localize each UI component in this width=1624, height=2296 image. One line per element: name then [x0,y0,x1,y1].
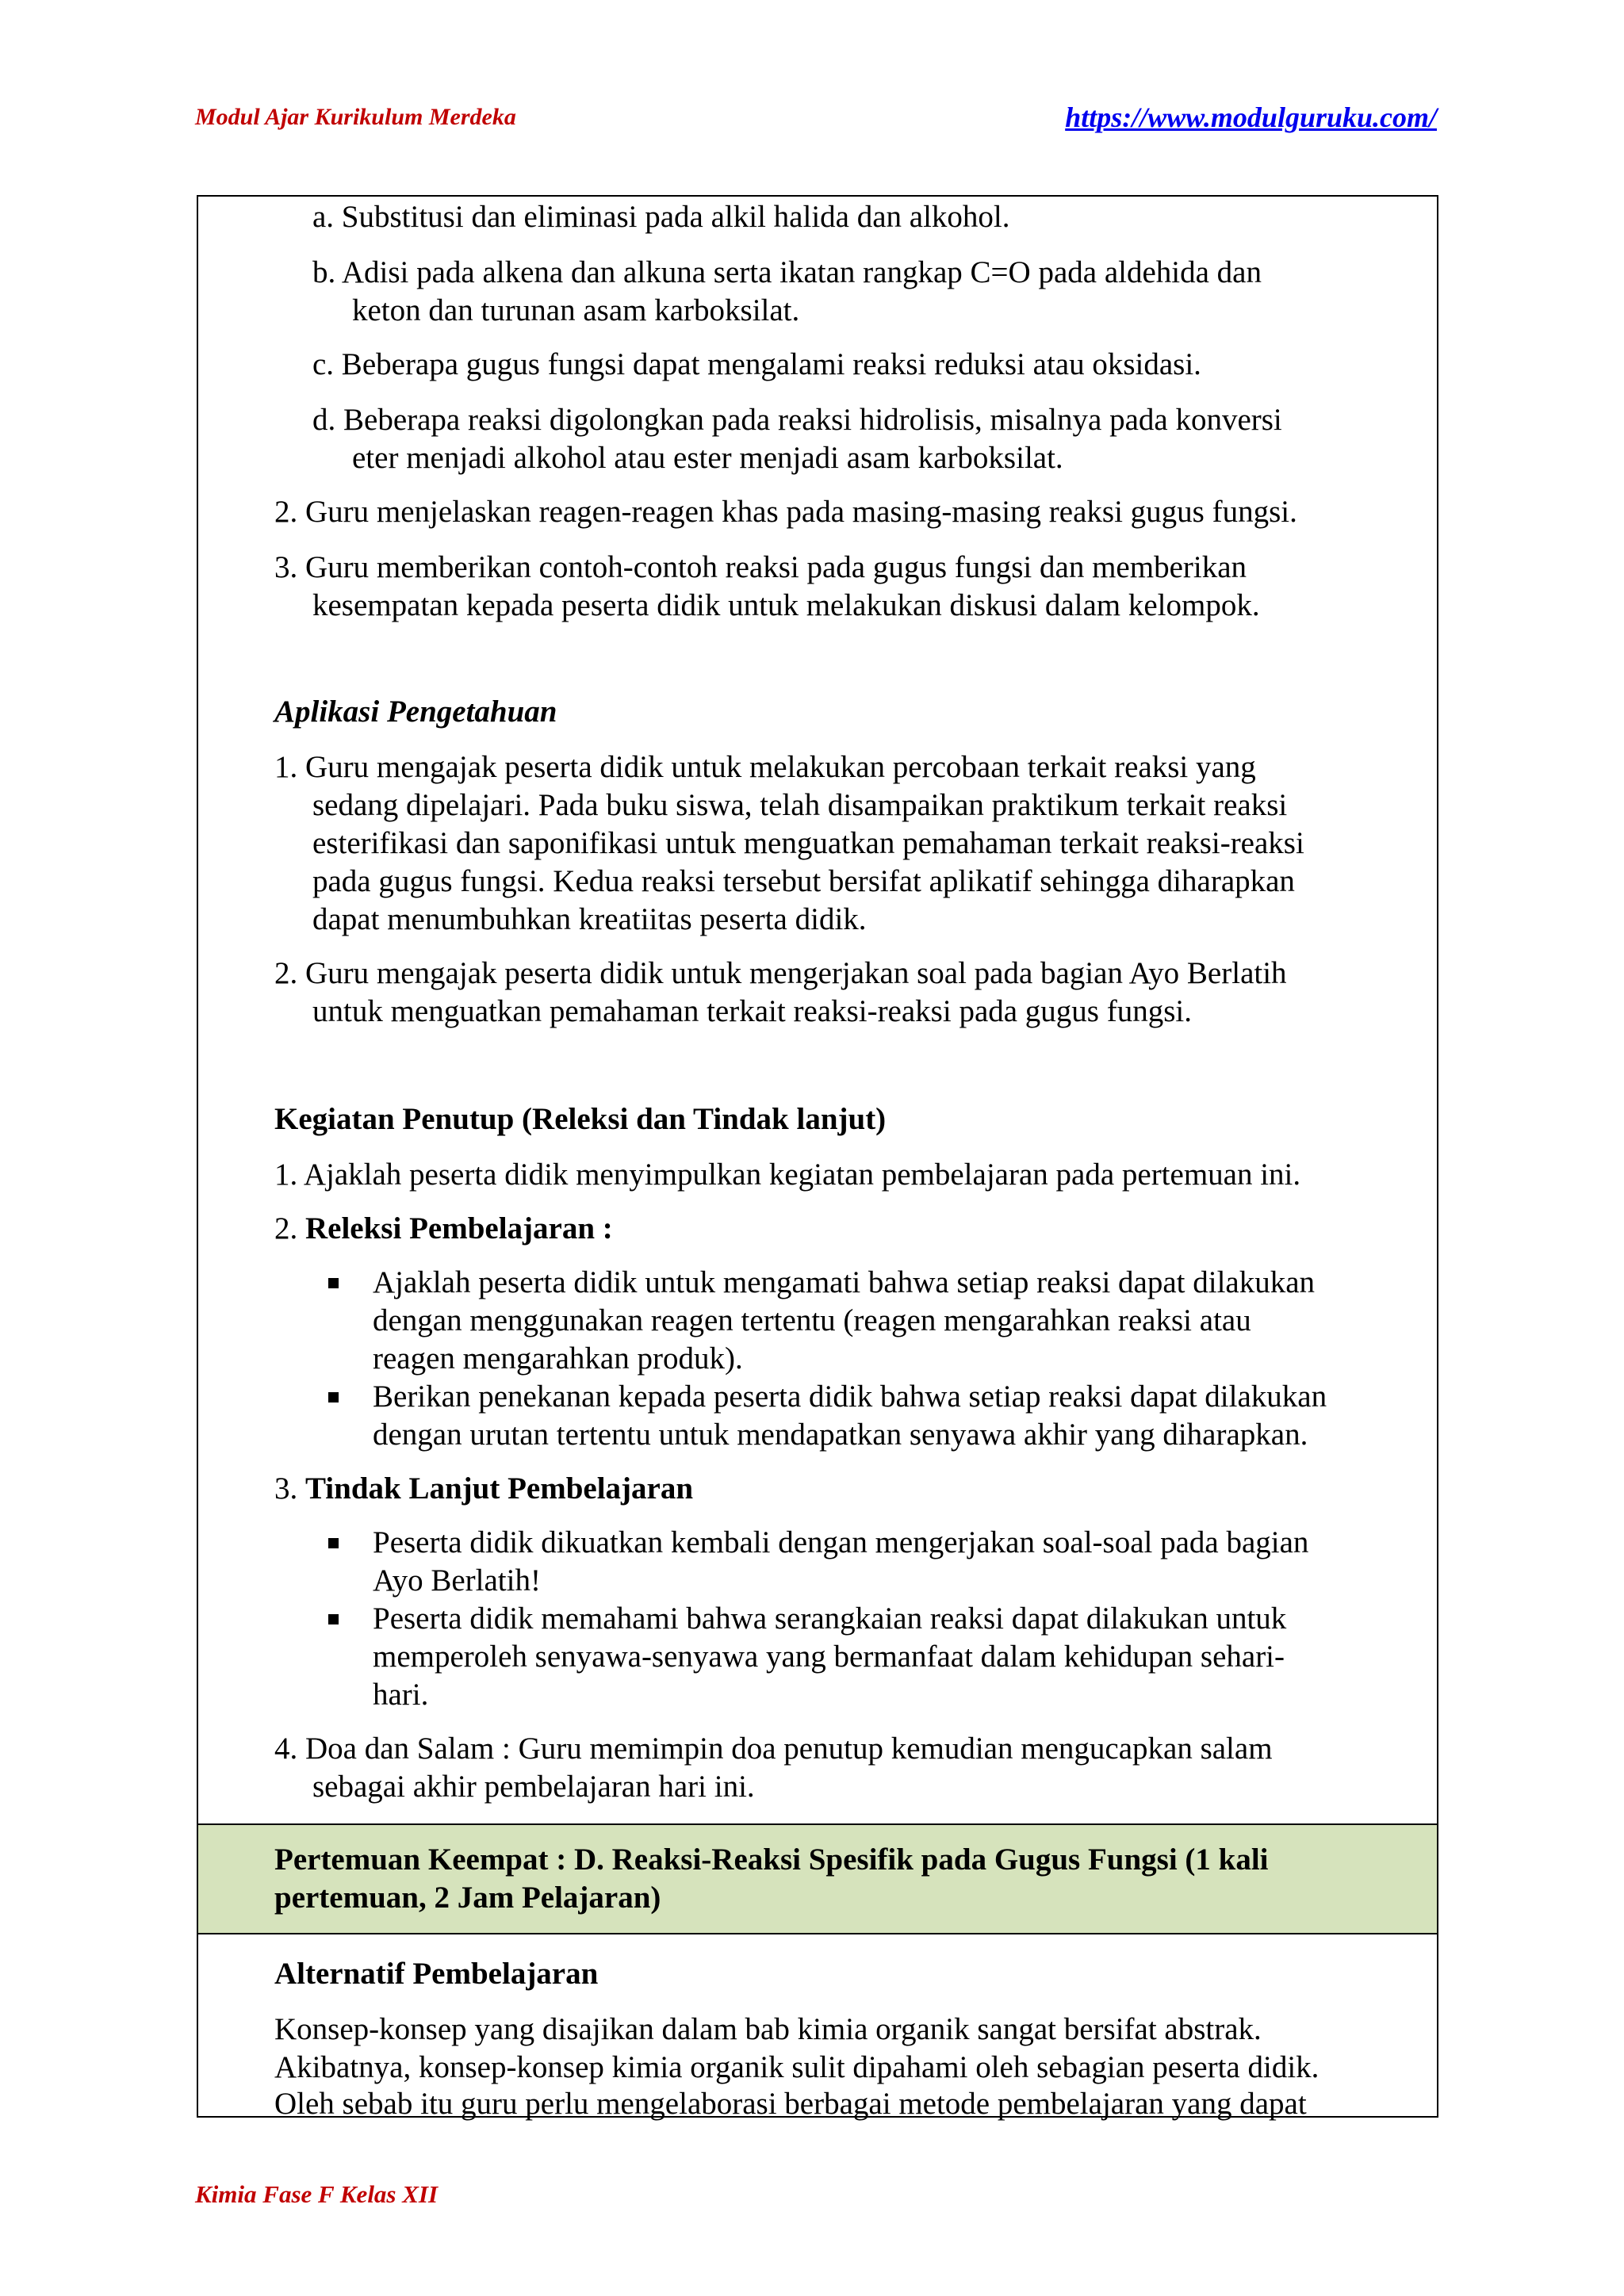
bullet-square-icon [328,1392,339,1402]
releksi-bullet-1-line1: Ajaklah peserta didik untuk mengamati bahwa setiap reaksi dapat dilakukan [373,1265,1316,1299]
pertemuan-keempat-line2: pertemuan, 2 Jam Pelajaran) [274,1881,661,1915]
sub-item-d-line2: eter menjadi alkohol atau ester menjadi asam karboksilat. [352,441,1063,475]
penutup-item-4-line1: 4. Doa dan Salam : Guru memimpin doa penutup kemudian mengucapkan salam [274,1732,1273,1766]
list-item-2: 2. Guru menjelaskan reagen-reagen khas pada masing-masing reaksi gugus fungsi. [274,495,1297,529]
releksi-bullet-1-line2: dengan menggunakan reagen tertentu (reagen mengarahkan reaksi atau [373,1303,1251,1337]
releksi-label: Releksi Pembelajaran : [305,1211,613,1246]
penutup-item-2-number: 2. [274,1211,305,1246]
releksi-bullet-2-line1: Berikan penekanan kepada peserta didik bahwa setiap reaksi dapat dilakukan [373,1380,1327,1414]
header-website-link[interactable]: https://www.modulguruku.com/ [1065,101,1437,133]
header-module-title: Modul Ajar Kurikulum Merdeka [195,104,516,130]
penutup-item-3-number: 3. [274,1471,305,1506]
tindak-bullet-2-line1: Peserta didik memahami bahwa serangkaian reaksi dapat dilakukan untuk [373,1601,1287,1636]
bullet-square-icon [328,1538,339,1548]
pertemuan-keempat-line1: Pertemuan Keempat : D. Reaksi-Reaksi Spesifik pada Gugus Fungsi (1 kali [274,1843,1269,1877]
sub-item-b-line2: keton dan turunan asam karboksilat. [352,293,800,327]
releksi-bullet-2-line2: dengan urutan tertentu untuk mendapatkan senyawa akhir yang diharapkan. [373,1418,1308,1452]
aplikasi-item-1-line3: esterifikasi dan saponifikasi untuk menguatkan pemahaman terkait reaksi-reaksi [312,826,1304,860]
sub-item-b-line1: b. Adisi pada alkena dan alkuna serta ikatan rangkap C=O pada aldehida dan [312,255,1262,289]
bullet-square-icon [328,1278,339,1288]
tindak-bullet-2-line3: hari. [373,1678,429,1712]
aplikasi-heading: Aplikasi Pengetahuan [274,695,557,729]
tindak-lanjut-label: Tindak Lanjut Pembelajaran [305,1471,694,1506]
activities-cell [198,197,1437,1823]
releksi-bullet-1-line3: reagen mengarahkan produk). [373,1341,743,1376]
sub-item-c: c. Beberapa gugus fungsi dapat mengalami reaksi reduksi atau oksidasi. [312,347,1201,381]
bullet-square-icon [328,1614,339,1624]
tindak-bullet-1-line1: Peserta didik dikuatkan kembali dengan mengerjakan soal-soal pada bagian [373,1525,1309,1559]
aplikasi-item-1-line4: pada gugus fungsi. Kedua reaksi tersebut bersifat aplikatif sehingga diharapkan [312,864,1295,898]
list-item-3-line1: 3. Guru memberikan contoh-contoh reaksi pada gugus fungsi dan memberikan [274,550,1247,584]
sub-item-d-line1: d. Beberapa reaksi digolongkan pada reaksi hidrolisis, misalnya pada konversi [312,403,1282,437]
aplikasi-item-2-line1: 2. Guru mengajak peserta didik untuk mengerjakan soal pada bagian Ayo Berlatih [274,956,1287,990]
tindak-bullet-1-line2: Ayo Berlatih! [373,1563,541,1598]
aplikasi-item-2-line2: untuk menguatkan pemahaman terkait reaksi-reaksi pada gugus fungsi. [312,994,1192,1028]
alternatif-paragraph-line3: Oleh sebab itu guru perlu mengelaborasi berbagai metode pembelajaran yang dapat [274,2087,1307,2121]
aplikasi-item-1-line2: sedang dipelajari. Pada buku siswa, telah disampaikan praktikum terkait reaksi [312,788,1288,822]
penutup-item-2 [274,1210,613,1248]
sub-item-a: a. Substitusi dan eliminasi pada alkil halida dan alkohol. [312,200,1010,234]
content-table [197,195,1438,2121]
pertemuan-keempat-header-cell [198,1823,1437,1934]
penutup-item-4-line2: sebagai akhir pembelajaran hari ini. [312,1770,755,1804]
alternatif-cell [198,1934,1437,2121]
alternatif-paragraph-line1: Konsep-konsep yang disajikan dalam bab kimia organik sangat bersifat abstrak. [274,2012,1262,2046]
aplikasi-item-1-line1: 1. Guru mengajak peserta didik untuk melakukan percobaan terkait reaksi yang [274,750,1256,784]
penutup-item-3 [274,1470,693,1508]
alternatif-paragraph-line2: Akibatnya, konsep-konsep kimia organik sulit dipahami oleh sebagian peserta didik. [274,2050,1320,2084]
list-item-3-line2: kesempatan kepada peserta didik untuk melakukan diskusi dalam kelompok. [312,588,1260,622]
footer-subject: Kimia Fase F Kelas XII [195,2180,439,2208]
alternatif-heading: Alternatif Pembelajaran [274,1957,599,1991]
penutup-item-1: 1. Ajaklah peserta didik menyimpulkan kegiatan pembelajaran pada pertemuan ini. [274,1158,1301,1192]
tindak-bullet-2-line2: memperoleh senyawa-senyawa yang bermanfaat dalam kehidupan sehari- [373,1640,1285,1674]
penutup-heading: Kegiatan Penutup (Releksi dan Tindak lanjut) [274,1102,887,1136]
aplikasi-item-1-line5: dapat menumbuhkan kreatiitas peserta didik. [312,902,867,936]
